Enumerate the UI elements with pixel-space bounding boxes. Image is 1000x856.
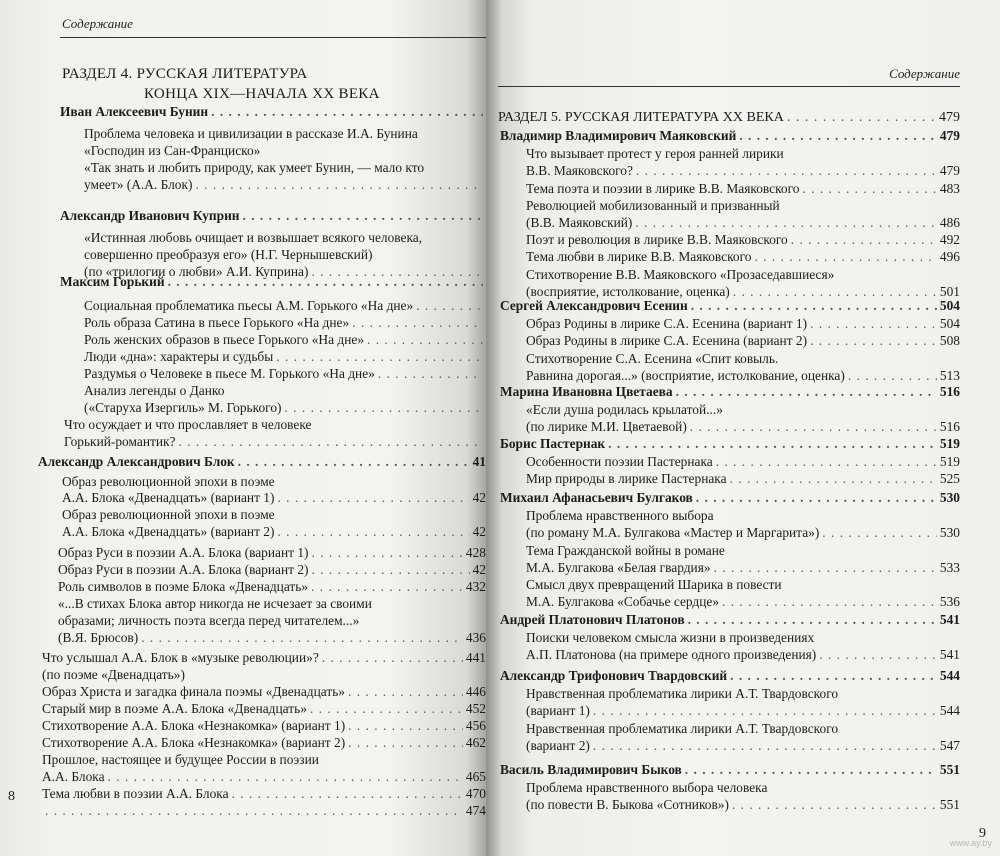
toc-entry: (В.Я. Брюсов) . . . 436 [58,630,486,646]
toc-entry-line: Поиски человеком смысла жизни в произведениях [526,630,815,646]
toc-entry: Образ Родины в лирике С.А. Есенина (вариант 1) . . . 504 [526,316,960,332]
toc-author: Александр Трифонович Твардовский . . . 544 [500,668,960,684]
toc-entry-line: Прошлое, настоящее и будущее России в поэзии [42,752,319,767]
header-rule [60,37,486,38]
page-number: 9 [979,826,986,841]
toc-entry-line: Нравственная проблематика лирики А.Т. Твардовского [526,686,839,702]
toc-author: Василь Владимирович Быков . . . 551 [500,762,960,778]
toc-entry: (восприятие, истолкование, оценка) . . . 501 [526,284,960,300]
toc-entry: . . . 474 [42,803,486,819]
toc-entry-line: Образ революционной эпохи в поэме [62,474,275,489]
running-head: Содержание [62,16,133,31]
running-head: Содержание [889,66,960,81]
toc-entry: Образ Руси в поэзии А.А. Блока (вариант 1) . . . 428 [58,545,486,561]
toc-entry: Тема любви в лирике В.В. Маяковского . . . 496 [526,249,960,265]
toc-entry: (В.В. Маяковский) . . . 486 [526,215,960,231]
toc-entry: Равнина дорогая...» (восприятие, истолкование, оценка) . . . 513 [526,368,960,384]
toc-author: Александр Александрович Блок . . . 41 [38,454,486,470]
toc-author: Михаил Афанасьевич Булгаков . . . 530 [500,490,960,506]
toc-entry: Образ Христа и загадка финала поэмы «Двенадцать» . . . 446 [42,684,486,700]
toc-author: Борис Пастернак . . . 519 [500,436,960,452]
toc-author: Андрей Платонович Платонов . . . 541 [500,612,960,628]
toc-entry: Социальная проблематика пьесы А.М. Горького «На дне» . . . [84,298,486,314]
toc-entry: А.А. Блока . . . 465 [42,769,486,785]
toc-entry: («Старуха Изергиль» М. Горького) . . . [84,400,486,416]
toc-entry: (вариант 2) . . . 547 [526,738,960,754]
watermark: www.ay.by [949,838,992,848]
toc-entry-line: Нравственная проблематика лирики А.Т. Твардовского [526,720,839,736]
toc-entry: Что услышал А.А. Блок в «музыке революции»? . . . 441 [42,650,486,666]
toc-entry: Роль образа Сатина в пьесе Горького «На дне» . . . [84,315,486,331]
left-page [0,0,486,856]
toc-entry-line: образами; личность поэта всегда перед читателем...» [58,613,360,628]
toc-author: Владимир Владимирович Маяковский . . . 479 [500,128,960,144]
toc-entry: Горький-романтик? . . . [64,434,486,450]
toc-entry: В.В. Маяковского? . . . 479 [526,163,960,179]
header-rule [498,86,960,87]
toc-entry-line: «Истинная любовь очищает и возвышает всякого человека, [84,230,423,245]
toc-entry-line: «...В стихах Блока автор никогда не исчезает за своими [58,596,372,611]
toc-entry: Образ Родины в лирике С.А. Есенина (вариант 2) . . . 508 [526,333,960,349]
toc-author: Александр Иванович Куприн . . . [60,208,486,224]
toc-entry: (вариант 1) . . . 544 [526,703,960,719]
toc-entry: А.П. Платонова (на примере одного произведения) . . . 541 [526,647,960,663]
toc-entry-line: Что вызывает протест у героя ранней лирики [526,146,784,162]
toc-entry: Мир природы в лирике Пастернака . . . 525 [526,471,960,487]
toc-entry: (по «трилогии о любви» А.И. Куприна) . . . [84,264,486,280]
toc-entry: А.А. Блока «Двенадцать» (вариант 1) . . . 42 [62,490,486,506]
toc-entry: Люди «дна»: характеры и судьбы . . . [84,349,486,365]
toc-entry: Стихотворение А.А. Блока «Незнакомка» (вариант 2) . . . 462 [42,735,486,751]
toc-entry-line: совершенно преобразуя его» (Н.Г. Чернышевский) [84,247,373,262]
toc-entry: Поэт и революция в лирике В.В. Маяковского . . . 492 [526,232,960,248]
toc-entry: Роль символов в поэме Блока «Двенадцать» . . . 432 [58,579,486,595]
toc-entry: Старый мир в поэме А.А. Блока «Двенадцать» . . . 452 [42,701,486,717]
toc-entry-line: Анализ легенды о Данко [84,383,225,398]
toc-entry: (по роману М.А. Булгакова «Мастер и Маргарита») . . . 530 [526,525,960,541]
toc-entry-line: Революцией мобилизованный и призванный [526,197,780,213]
toc-author: Марина Ивановна Цветаева . . . 516 [500,384,960,400]
toc-entry: Тема любви в поэзии А.А. Блока . . . 470 [42,786,486,802]
toc-entry-line: Смысл двух превращений Шарика в повести [526,577,782,592]
toc-entry: М.А. Булгакова «Белая гвардия» . . . 533 [526,560,960,576]
toc-entry: умеет» (А.А. Блок) . . . [84,177,486,193]
toc-entry-line: Что осуждает и что прославляет в человеке [64,417,312,432]
toc-entry: (по повести В. Быкова «Сотников») . . . 551 [526,797,960,813]
toc-entry-line: «Так знать и любить природу, как умеет Бунин, — мало кто [84,160,425,175]
right-page [486,0,1000,856]
page-number: 8 [8,789,15,804]
toc-entry: Роль женских образов в пьесе Горького «На дне» . . . [84,332,486,348]
toc-entry-line: Проблема нравственного выбора человека [526,780,768,796]
toc-entry-line: Стихотворение С.А. Есенина «Спит ковыль. [526,350,779,366]
toc-entry-line: Стихотворение В.В. Маяковского «Прозаседавшиеся» [526,266,835,282]
toc-entry-line: Тема Гражданской войны в романе [526,542,725,558]
toc-entry: Стихотворение А.А. Блока «Незнакомка» (вариант 1) . . . 456 [42,718,486,734]
section-title: РАЗДЕЛ 5. РУССКАЯ ЛИТЕРАТУРА XX ВЕКА . . . 479 [498,110,960,126]
toc-entry-line: Проблема нравственного выбора [526,508,714,524]
toc-entry: Особенности поэзии Пастернака . . . 519 [526,454,960,470]
toc-entry-line: Проблема человека и цивилизации в рассказе И.А. Бунина [84,126,418,141]
toc-entry: А.А. Блока «Двенадцать» (вариант 2) . . . 42 [62,524,486,540]
toc-entry: (по лирике М.И. Цветаевой) . . . 516 [526,419,960,435]
toc-entry-line: «Господин из Сан-Франциско» [84,143,261,158]
toc-entry: Раздумья о Человеке в пьесе М. Горького «На дне» . . . [84,366,486,382]
toc-entry: Тема поэта и поэзии в лирике В.В. Маяковского . . . 483 [526,181,960,197]
toc-author: Максим Горький . . . [60,274,486,290]
section-title: КОНЦА XIX—НАЧАЛА XX ВЕКА [144,86,380,102]
toc-entry-line: (по поэме «Двенадцать») [42,667,185,682]
toc-entry: Образ Руси в поэзии А.А. Блока (вариант 2) . . . 42 [58,562,486,578]
toc-entry: М.А. Булгакова «Собачье сердце» . . . 536 [526,594,960,610]
toc-author: Иван Алексеевич Бунин . . . [60,104,486,120]
toc-entry-line: Образ революционной эпохи в поэме [62,507,275,522]
toc-author: Сергей Александрович Есенин . . . 504 [500,298,960,314]
section-title: РАЗДЕЛ 4. РУССКАЯ ЛИТЕРАТУРА [62,66,308,82]
toc-entry-line: «Если душа родилась крылатой...» [526,402,723,418]
